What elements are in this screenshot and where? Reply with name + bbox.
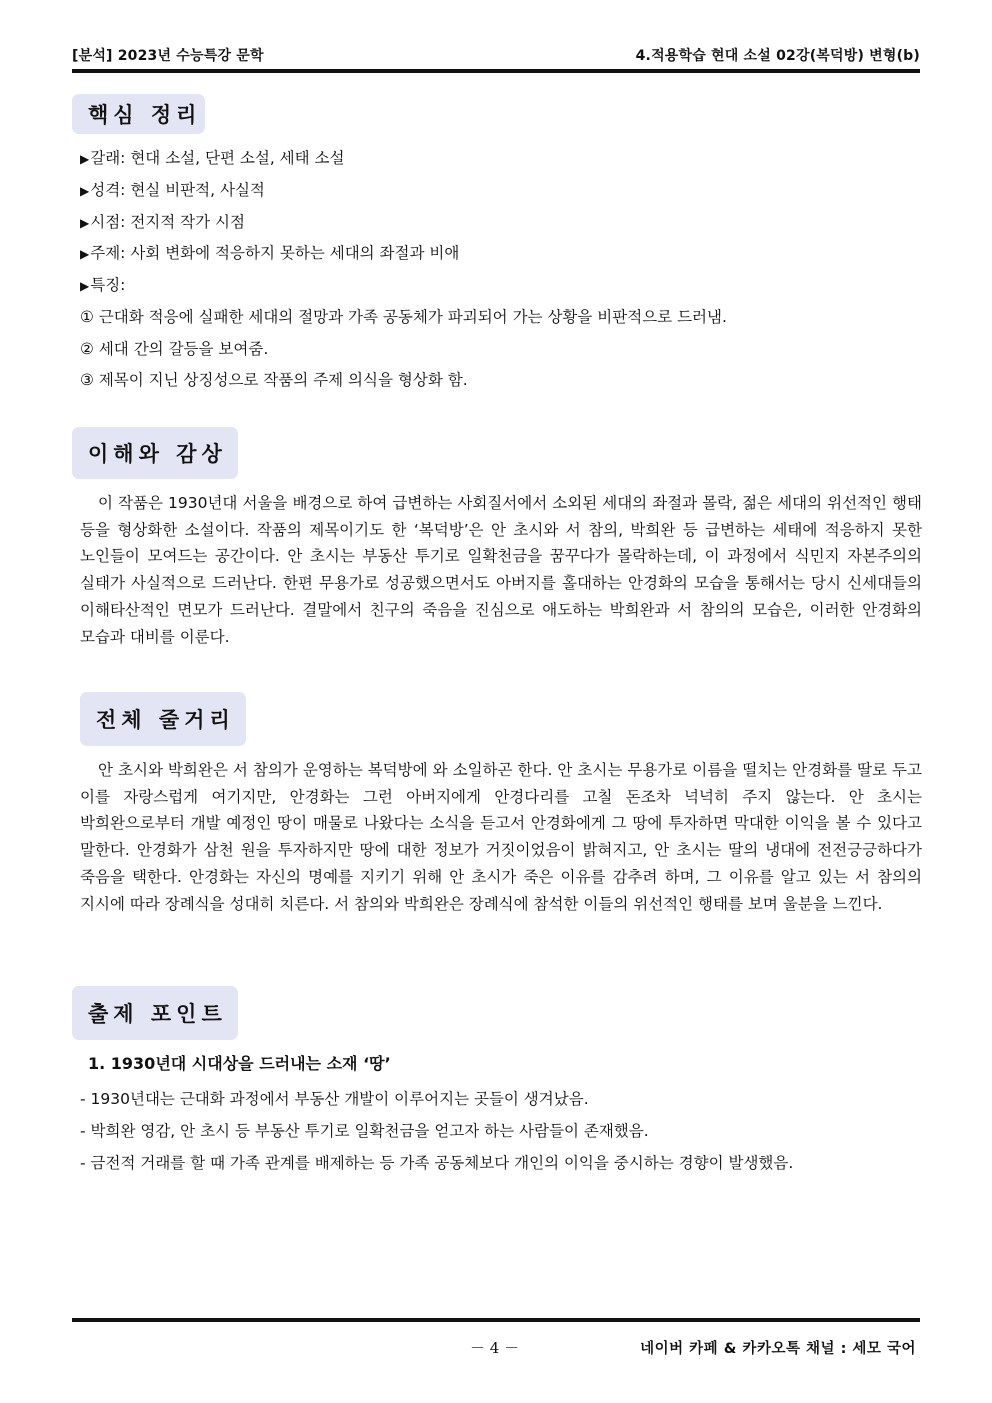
core-item-viewpoint: ▶시점: 전지적 작가 시점: [80, 213, 245, 231]
core-section-title: 핵심 정리: [72, 94, 205, 134]
appreciation-paragraph: 이 작품은 1930년대 서울을 배경으로 하여 급변하는 사회질서에서 소외된 세대의 좌절과 몰락, 젊은 세대의 위선적인 행태 등을 형상화한 소설이다. 작품의 제목이기도 한 ‘복덕방’은 안 초시와 서 참의, 박희완 등 급변하는 세태에 적응하지 못한 노인들이 모여드는 공간이다. 안 초시는 부동산 투기로 일확천금을 꿈꾸다가 몰락하는데, 이 과정에서 식민지 자본주의의 실태가 사실적으로 드러난다. 한편 무용가로 성공했으면서도 아버지를 홀대하는 안경화의 모습을 통해서는 당시 신세대들의 이해타산적인 면모가 드러난다. 결말에서 친구의 죽음을 진심으로 애도하는 박희완과 서 참의의 모습은, 이러한 안경화의 모습과 대비를 이룬다.: [80, 494, 922, 646]
feature-item-3: ③ 제목이 지닌 상징성으로 작품의 주제 의식을 형상화 함.: [80, 371, 468, 389]
points-subtitle: 1. 1930년대 시대상을 드러내는 소재 ‘땅’: [88, 1054, 391, 1073]
core-item-features: ▶특징:: [80, 276, 126, 294]
points-bullet-3: - 금전적 거래를 할 때 가족 관계를 배제하는 등 가족 공동체보다 개인의 이익을 중시하는 경향이 발생했음.: [80, 1154, 794, 1172]
feature-item-2: ② 세대 간의 갈등을 보여줌.: [80, 340, 269, 358]
triangle-bullet-icon: ▶: [80, 247, 90, 261]
core-item-theme: ▶주제: 사회 변화에 적응하지 못하는 세대의 좌절과 비애: [80, 244, 460, 262]
plot-paragraph: 안 초시와 박희완은 서 참의가 운영하는 복덕방에 와 소일하곤 한다. 안 초시는 무용가로 이름을 떨치는 안경화를 딸로 두고 이를 자랑스럽게 여기지만, 안경화는 그런 아버지에게 안경다리를 고칠 돈조차 넉넉히 주지 않는다. 안 초시는 박희완으로부터 개발 예정인 땅이 매물로 나왔다는 소식을 듣고서 안경화에게 그 땅에 투자하면 막대한 이익을 볼 수 있다고 말한다. 안경화가 삼천 원을 투자하지만 땅에 대한 정보가 거짓이었음이 밝혀지고, 안 초시는 딸의 냉대에 전전긍긍하다가 죽음을 택한다. 안경화는 자신의 명예를 지키기 위해 안 초시가 죽은 이유를 감추려 하며, 그 이유를 알고 있는 서 참의의 지시에 따라 장례식을 성대히 치른다. 서 참의와 박희완은 장례식에 참석한 이들의 위선적인 행태를 보며 울분을 느낀다.: [80, 761, 922, 913]
triangle-bullet-icon: ▶: [80, 184, 90, 198]
footer-channel-note: 네이버 카페 & 카카오톡 채널 : 세모 국어: [640, 1341, 916, 1357]
header-right: 4.적용학습 현대 소설 02강(복덕방) 변형(b): [635, 48, 920, 64]
points-section-title: 출제 포인트: [72, 986, 238, 1040]
triangle-bullet-icon: ▶: [80, 216, 90, 230]
appreciation-section-title: 이해와 감상: [72, 427, 238, 479]
feature-item-1: ① 근대화 적응에 실패한 세대의 절망과 가족 공동체가 파괴되어 가는 상황을 비판적으로 드러냄.: [80, 308, 727, 326]
page-header: [72, 44, 920, 66]
core-item-character: ▶성격: 현실 비판적, 사실적: [80, 181, 265, 199]
plot-section-title: 전체 줄거리: [80, 692, 246, 746]
footer-rule: [72, 1318, 920, 1322]
page-number: － 4 －: [470, 1339, 520, 1357]
header-rule: [72, 69, 920, 73]
core-item-genre: ▶갈래: 현대 소설, 단편 소설, 세태 소설: [80, 149, 345, 167]
header-left: [분석] 2023년 수능특강 문학: [72, 48, 264, 64]
points-bullet-2: - 박희완 영감, 안 초시 등 부동산 투기로 일확천금을 얻고자 하는 사람들이 존재했음.: [80, 1122, 649, 1140]
triangle-bullet-icon: ▶: [80, 279, 90, 293]
points-bullet-1: - 1930년대는 근대화 과정에서 부동산 개발이 이루어지는 곳들이 생겨났음.: [80, 1090, 589, 1108]
triangle-bullet-icon: ▶: [80, 152, 90, 166]
